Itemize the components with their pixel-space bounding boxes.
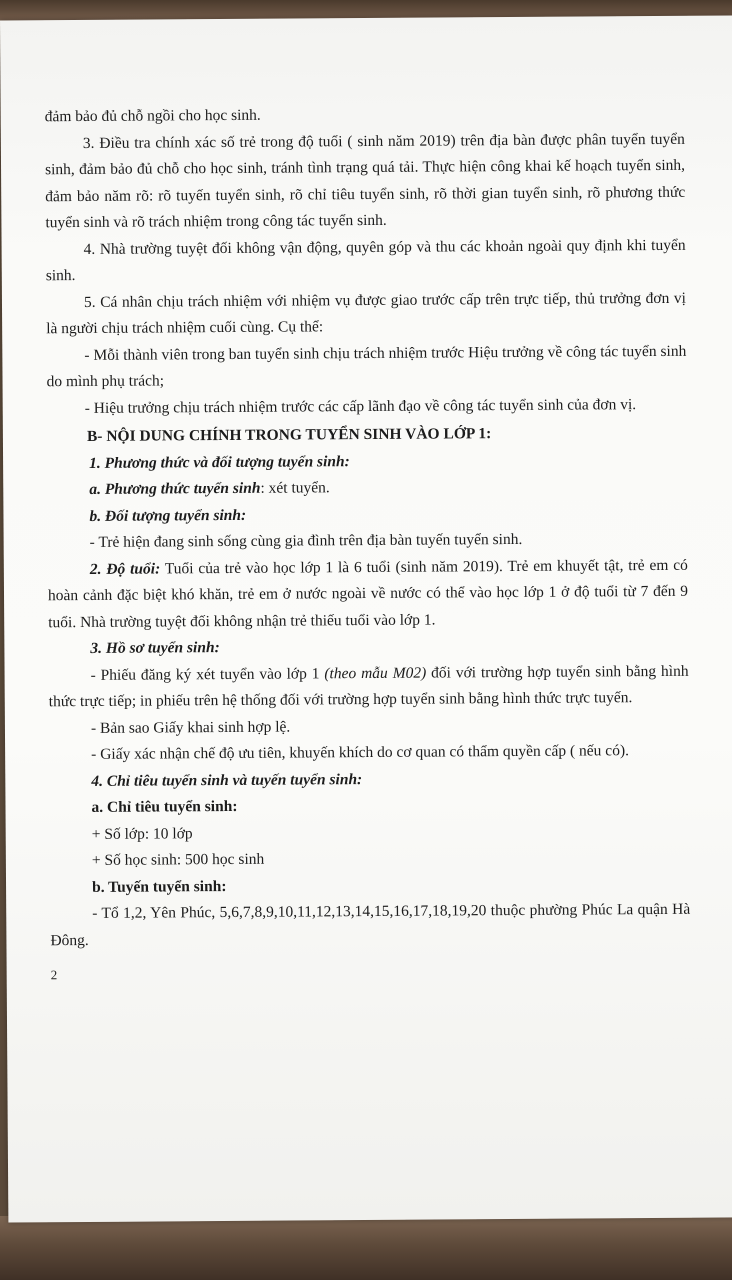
paragraph: đảm bảo đủ chỗ ngồi cho học sinh. [44, 106, 261, 126]
paper-sheet [0, 15, 732, 1222]
paragraph [48, 552, 689, 636]
paragraph: + Số lớp: 10 lớp [91, 824, 193, 843]
subheading-1b: b. Đối tượng tuyển sinh: [89, 506, 247, 525]
document-body [45, 100, 691, 989]
text-italic: (theo mẫu M02) [324, 664, 427, 682]
paragraph: - Hiệu trưởng chịu trách nhiệm trước các cấp lãnh đạo về công tác tuyển sinh của đơn vị. [84, 395, 637, 417]
paragraph [48, 658, 688, 715]
subheading-3: 3. Hồ sơ tuyển sinh: [90, 639, 220, 657]
subheading-4b: b. Tuyến tuyển sinh: [92, 877, 227, 896]
subheading-1a: a. Phương thức tuyển sinh [89, 479, 261, 498]
paragraph: 4. Nhà trường tuyệt đối không vận động, quyên góp và thu các khoản ngoài quy định khi tuyển sinh. [45, 236, 686, 285]
paragraph: - Trẻ hiện đang sinh sống cùng gia đình trên địa bàn tuyến tuyển sinh. [89, 530, 523, 551]
paragraph: - Giấy xác nhận chế độ ưu tiên, khuyến khích do cơ quan có thẩm quyền cấp ( nếu có). [91, 742, 630, 763]
subheading-1: 1. Phương thức và đối tượng tuyển sinh: [89, 452, 350, 472]
paragraph: - Tổ 1,2, Yên Phúc, 5,6,7,8,9,10,11,12,13,14,15,16,17,18,19,20 thuộc phường Phúc La quận Hà Đông. [50, 900, 691, 949]
table-surface-bottom [0, 1216, 732, 1280]
paragraph: + Số học sinh: 500 học sinh [91, 850, 265, 869]
text: - Phiếu đăng ký xét tuyển vào lớp 1 [90, 664, 325, 684]
text: đối với trường hợp tuyển sinh bằng hình thức trực tiếp; in phiếu trên hệ thống đối với trường hợp tuyển sinh bằng hình thức trực tuyến. [48, 662, 689, 711]
subheading-4a: a. Chỉ tiêu tuyển sinh: [91, 797, 238, 816]
text: Tuổi của trẻ vào học lớp 1 là 6 tuổi (sinh năm 2019). Trẻ em khuyết tật, trẻ em có hoàn cảnh đặc biệt khó khăn, trẻ em ở nước ngoài về nước có thể vào học lớp 1 ở độ tuổi từ 7 đến 9 tuổi. Nhà trường tuyệt đối không nhận trẻ thiếu tuổi vào lớp 1. [47, 556, 689, 631]
page-number: 2 [50, 967, 58, 983]
text: : xét tuyển. [260, 479, 330, 497]
paragraph: - Mỗi thành viên trong ban tuyển sinh chịu trách nhiệm trước Hiệu trưởng về công tác tuyển sinh do mình phụ trách; [46, 342, 687, 391]
paragraph: 5. Cá nhân chịu trách nhiệm với nhiệm vụ được giao trước cấp trên trực tiếp, thủ trưởng đơn vị là người chịu trách nhiệm cuối cùng. Cụ thể: [46, 289, 687, 338]
subheading-4: 4. Chỉ tiêu tuyển sinh và tuyến tuyển sinh: [91, 770, 363, 790]
paragraph: - Bản sao Giấy khai sinh hợp lệ. [90, 718, 291, 737]
section-heading-b: B- NỘI DUNG CHÍNH TRONG TUYỂN SINH VÀO LỚP 1: [86, 425, 492, 445]
subheading-2: 2. Độ tuổi: [89, 559, 161, 578]
paragraph: 3. Điều tra chính xác số trẻ trong độ tuổi ( sinh năm 2019) trên địa bàn được phân tuyển tuyển sinh, đảm bảo đủ chỗ cho học sinh, tránh tình trạng quá tải. Thực hiện công khai kế hoạch tuyển sinh, đảm bảo năm rõ: rõ tuyến tuyển sinh, rõ chỉ tiêu tuyển sinh, rõ thời gian tuyển sinh, rõ phương thức tuyển sinh và rõ trách nhiệm trong công tác tuyển sinh. [44, 130, 686, 232]
